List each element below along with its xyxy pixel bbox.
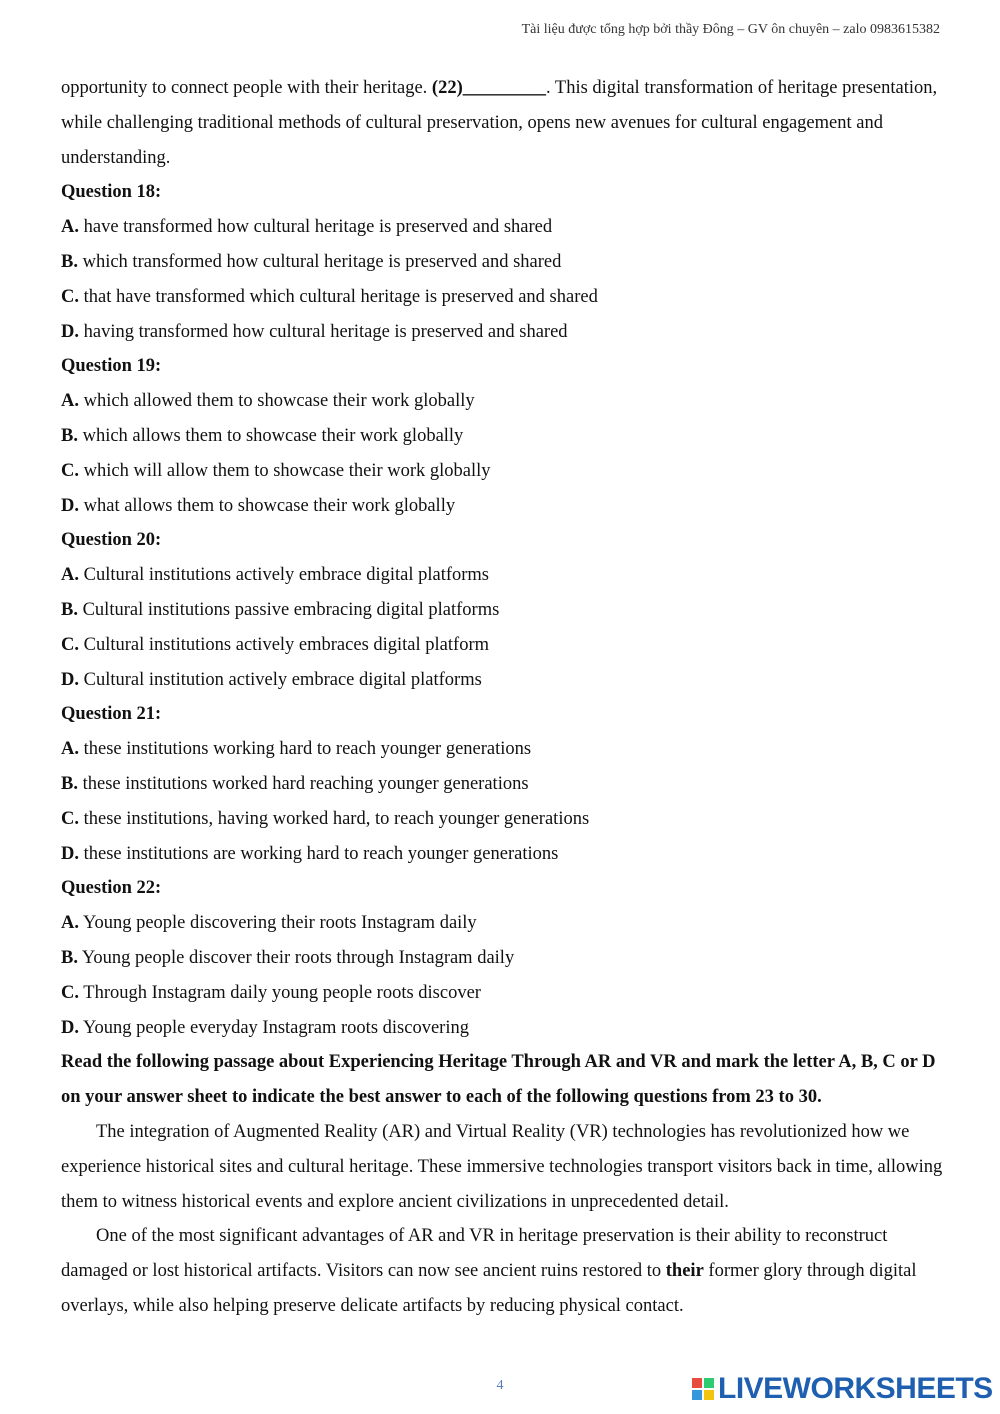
option-text: which allowed them to showcase their work globally (79, 391, 475, 412)
option-letter: A. (61, 565, 79, 586)
option-text: Cultural institutions actively embraces digital platform (79, 634, 489, 655)
liveworksheets-icon (692, 1378, 714, 1400)
option-letter: C. (61, 460, 79, 481)
option-letter: D. (61, 321, 79, 342)
option-text: Cultural institution actively embrace digital platforms (79, 669, 482, 690)
option-letter: D. (61, 669, 79, 690)
option-letter: B. (61, 251, 78, 272)
option-letter: C. (61, 808, 79, 829)
question-21 (61, 697, 946, 871)
option-a[interactable] (61, 558, 946, 593)
option-text: have transformed how cultural heritage is preserved and shared (79, 217, 553, 238)
passage-paragraph-1: The integration of Augmented Reality (AR) and Virtual Reality (VR) technologies has revolutionized how we experience historical sites and cultural heritage. These immersive technologies transport visitors back in time, allowing them to witness historical events and explore ancient civilizations in unprecedented detail. (61, 1121, 943, 1212)
highlighted-word: their (665, 1261, 704, 1282)
option-letter: B. (61, 425, 78, 446)
option-b[interactable] (61, 767, 946, 802)
question-20 (61, 523, 946, 697)
option-letter: A. (61, 739, 79, 760)
option-letter: A. (61, 391, 79, 412)
option-d[interactable] (61, 315, 946, 350)
option-text: Cultural institutions actively embrace digital platforms (79, 565, 489, 586)
passage-text: former glory through digital overlays, while also helping preserve delicate artifacts by reducing physical contact. (61, 1261, 917, 1316)
option-text: these institutions, having worked hard, to reach younger generations (79, 808, 590, 829)
question-title: Question 22: (61, 878, 162, 899)
option-d[interactable] (61, 663, 946, 698)
option-letter: B. (61, 773, 78, 794)
option-letter: B. (61, 947, 78, 968)
passage-paragraph-2 (61, 1219, 946, 1323)
option-text: having transformed how cultural heritage is preserved and shared (79, 321, 568, 342)
gap-22: (22)_________ (431, 78, 546, 98)
option-a[interactable] (61, 906, 946, 941)
option-letter: C. (61, 286, 79, 307)
intro-text-before: opportunity to connect people with their heritage. (61, 78, 432, 98)
question-title: Question 19: (61, 356, 162, 377)
passage-text: One of the most significant advantages of AR and VR in heritage preservation is their ability to reconstruct damaged or lost historical artifacts. Visitors can now see ancient ruins restored to (61, 1226, 888, 1282)
option-b[interactable] (61, 593, 946, 628)
option-text: what allows them to showcase their work globally (79, 495, 456, 516)
question-18 (61, 175, 946, 349)
option-text: these institutions are working hard to reach younger generations (79, 843, 559, 864)
option-text: Young people discover their roots through Instagram daily (77, 947, 515, 968)
option-b[interactable] (61, 245, 946, 280)
option-d[interactable] (61, 837, 946, 872)
option-text: which allows them to showcase their work globally (77, 425, 464, 446)
option-text: Cultural institutions passive embracing digital platforms (77, 599, 500, 620)
option-c[interactable] (61, 454, 946, 489)
option-text: these institutions working hard to reach younger generations (79, 739, 532, 760)
option-b[interactable] (61, 941, 946, 976)
option-d[interactable] (61, 1011, 946, 1046)
reading-instruction: Read the following passage about Experiencing Heritage Through AR and VR and mark the letter A, B, C or D on your answer sheet to indicate the best answer to each of the following questions from 23 to 30. (61, 1052, 936, 1108)
liveworksheets-logo[interactable] (692, 1372, 993, 1406)
option-letter: C. (61, 982, 79, 1003)
option-a[interactable] (61, 384, 946, 419)
option-text: these institutions worked hard reaching younger generations (77, 773, 529, 794)
question-19 (61, 349, 946, 523)
option-a[interactable] (61, 732, 946, 767)
page-header: Tài liệu được tổng hợp bởi thầy Đông – GV ôn chuyên – zalo 0983615382 (521, 22, 940, 37)
option-text: Through Instagram daily young people roots discover (79, 982, 481, 1003)
page-content (61, 71, 946, 1324)
question-title: Question 18: (61, 182, 162, 203)
question-title: Question 21: (61, 704, 162, 725)
question-22 (61, 871, 946, 1045)
option-letter: A. (61, 913, 79, 934)
option-c[interactable] (61, 628, 946, 663)
option-letter: D. (61, 1017, 79, 1038)
option-b[interactable] (61, 419, 946, 454)
page-number: 4 (496, 1378, 504, 1393)
option-letter: D. (61, 495, 79, 516)
intro-text-after: . This digital transformation of heritage presentation, while challenging traditional methods of cultural preservation, opens new avenues for cultural engagement and understanding. (61, 78, 938, 168)
option-c[interactable] (61, 976, 946, 1011)
option-letter: C. (61, 634, 79, 655)
option-d[interactable] (61, 489, 946, 524)
question-title: Question 20: (61, 530, 162, 551)
option-a[interactable] (61, 210, 946, 245)
option-letter: B. (61, 599, 78, 620)
option-c[interactable] (61, 802, 946, 837)
brand-name: LIVEWORKSHEETS (718, 1372, 993, 1405)
option-text: which will allow them to showcase their work globally (79, 460, 491, 481)
option-text: Young people discovering their roots Instagram daily (79, 913, 477, 934)
option-c[interactable] (61, 280, 946, 315)
option-letter: A. (61, 217, 79, 238)
option-text: Young people everyday Instagram roots discovering (79, 1017, 469, 1038)
intro-paragraph (61, 71, 946, 175)
option-text: which transformed how cultural heritage is preserved and shared (77, 251, 562, 272)
option-letter: D. (61, 843, 79, 864)
option-text: that have transformed which cultural heritage is preserved and shared (79, 286, 598, 307)
